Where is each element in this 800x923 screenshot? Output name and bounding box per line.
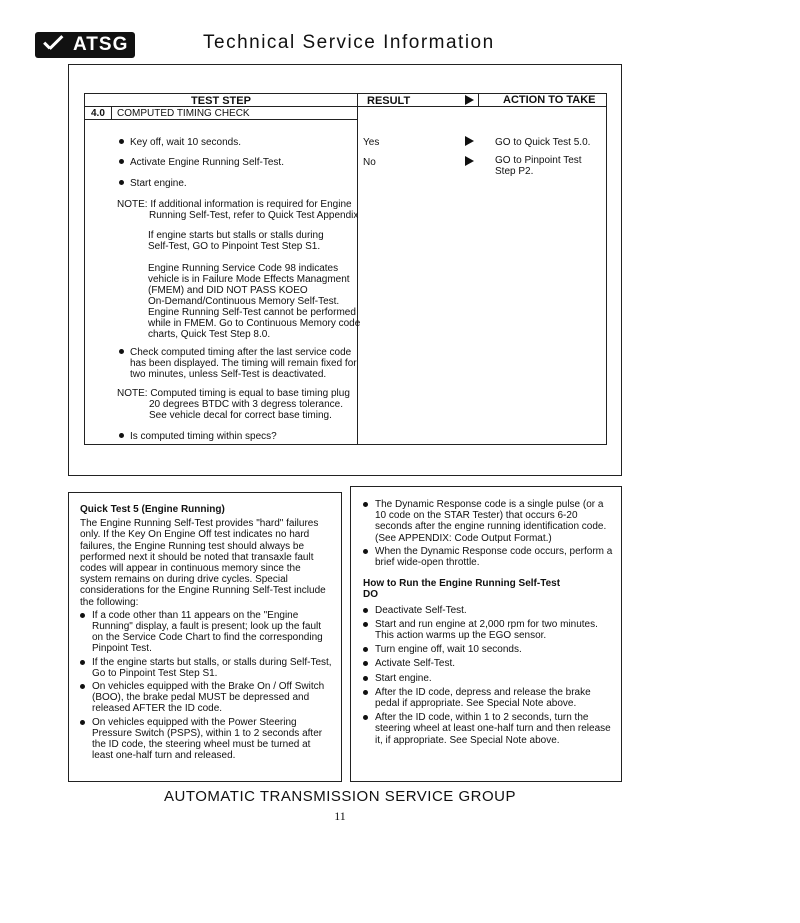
document-title: Technical Service Information [203, 32, 495, 53]
col-header-action: ACTION TO TAKE [503, 94, 596, 106]
note2-line3: See vehicle decal for correct base timing. [149, 410, 332, 421]
para2-line5: Engine Running Self-Test cannot be performed [148, 307, 356, 318]
step-number-divider [111, 106, 112, 119]
result-column-divider [357, 94, 358, 444]
page-number: 11 [334, 809, 346, 823]
arrow-right-icon [465, 156, 474, 166]
quick-test-intro: The Engine Running Self-Test provides "hard" failures only. If the Key On Engine Off test indicates no hard failures, the Engine Running test should always be performed next it should be noted that transaxle fault codes will appear in continuous memory since the system remains on during drive cycles. Special considerations for the Engine Running Self-Test include the following: [80, 518, 326, 608]
para1-line1: If engine starts but stalls or stalls during [148, 230, 324, 241]
para2-line1: Engine Running Service Code 98 indicates [148, 263, 339, 274]
arrow-right-icon [465, 95, 474, 105]
para1-line2: Self-Test, GO to Pinpoint Test Step S1. [148, 241, 321, 252]
quick-test-item: On vehicles equipped with the Power Steering Pressure Switch (PSPS), within 1 to 2 seconds after the ID code, the steering wheel must be turned at least one-half turn and released. [80, 717, 334, 762]
para2-line2: vehicle is in Failure Mode Effects Managment [148, 274, 350, 285]
bullet-activate-self-test: Activate Engine Running Self-Test. [119, 157, 284, 168]
quick-test-item: If a code other than 11 appears on the "Engine Running" display, a fault is present; look up the fault on the Service Code Chart to find the corresponding Pinpoint Test. [80, 610, 334, 655]
self-test-step: Activate Self-Test. [363, 658, 613, 669]
col-header-result: RESULT [367, 95, 411, 107]
para2-line6: while in FMEM. Go to Continuous Memory code [148, 318, 361, 329]
action-column-divider [478, 94, 479, 106]
quick-test-heading: Quick Test 5 (Engine Running) [80, 504, 225, 515]
note1-line2: Running Self-Test, refer to Quick Test Appendix [149, 210, 359, 221]
bullet-check-timing-line2: has been displayed. The timing will remain fixed for [130, 358, 357, 369]
action-no-line2: Step P2. [495, 166, 534, 177]
do-label: DO [363, 589, 378, 601]
self-test-step: After the ID code, depress and release the brake pedal if appropriate. See Special Note above. [363, 687, 613, 709]
logo-text: ATSG [73, 34, 129, 55]
result-no: No [363, 157, 376, 168]
action-yes: GO to Quick Test 5.0. [495, 137, 591, 148]
para2-line4: On-Demand/Continuous Memory Self-Test. [148, 296, 340, 307]
bullet-check-timing-line3: two minutes, unless Self-Test is deactivated. [130, 369, 327, 380]
dynamic-response-item: The Dynamic Response code is a single pulse (or a 10 code on the STAR Tester) that occurs 6-20 seconds after the engine running identification code. (See APPENDIX: Code Output Format.) [363, 499, 613, 544]
self-test-step: Deactivate Self-Test. [363, 605, 613, 616]
para2-line7: charts, Quick Test Step 8.0. [148, 329, 271, 340]
para2-line3: (FMEM) and DID NOT PASS KOEO [148, 285, 308, 296]
note2-line1: NOTE: Computed timing is equal to base timing plug [117, 388, 350, 399]
test-step-table [84, 93, 607, 445]
note2-line2: 20 degrees BTDC with 3 degress tolerance. [149, 399, 343, 410]
self-test-step: After the ID code, within 1 to 2 seconds, turn the steering wheel at least one-half turn and then release it, if appropriate. See Special Note above. [363, 712, 613, 746]
engine-running-panel [350, 486, 622, 782]
step-number: 4.0 [91, 108, 105, 119]
quick-test-item: If the engine starts but stalls, or stalls during Self-Test, Go to Pinpoint Test Step S1. [80, 657, 334, 679]
atsg-logo [35, 32, 135, 58]
footer-org: AUTOMATIC TRANSMISSION SERVICE GROUP [164, 788, 516, 805]
self-test-step: Turn engine off, wait 10 seconds. [363, 644, 613, 655]
col-header-test-step: TEST STEP [191, 95, 251, 107]
result-yes: Yes [363, 137, 380, 148]
quick-test-panel [68, 492, 342, 782]
action-no-line1: GO to Pinpoint Test [495, 155, 582, 166]
step-title-divider [85, 119, 357, 120]
self-test-step: Start engine. [363, 673, 613, 684]
bullet-start-engine: Start engine. [119, 178, 187, 189]
checkmark-icon [41, 35, 67, 55]
note1-line1: NOTE: If additional information is required for Engine [117, 199, 352, 210]
quick-test-item: On vehicles equipped with the Brake On / Off Switch (BOO), the brake pedal MUST be depressed and released AFTER the ID code. [80, 681, 334, 715]
bullet-timing-question: Is computed timing within specs? [119, 431, 277, 442]
arrow-right-icon [465, 136, 474, 146]
step-title: COMPUTED TIMING CHECK [117, 108, 250, 119]
bullet-key-off: Key off, wait 10 seconds. [119, 137, 241, 148]
bullet-check-timing-line1: Check computed timing after the last service code [119, 347, 351, 358]
how-to-heading: How to Run the Engine Running Self-Test [363, 578, 561, 590]
dynamic-response-item: When the Dynamic Response code occurs, perform a brief wide-open throttle. [363, 546, 613, 568]
self-test-step: Start and run engine at 2,000 rpm for two minutes. This action warms up the EGO sensor. [363, 619, 613, 641]
